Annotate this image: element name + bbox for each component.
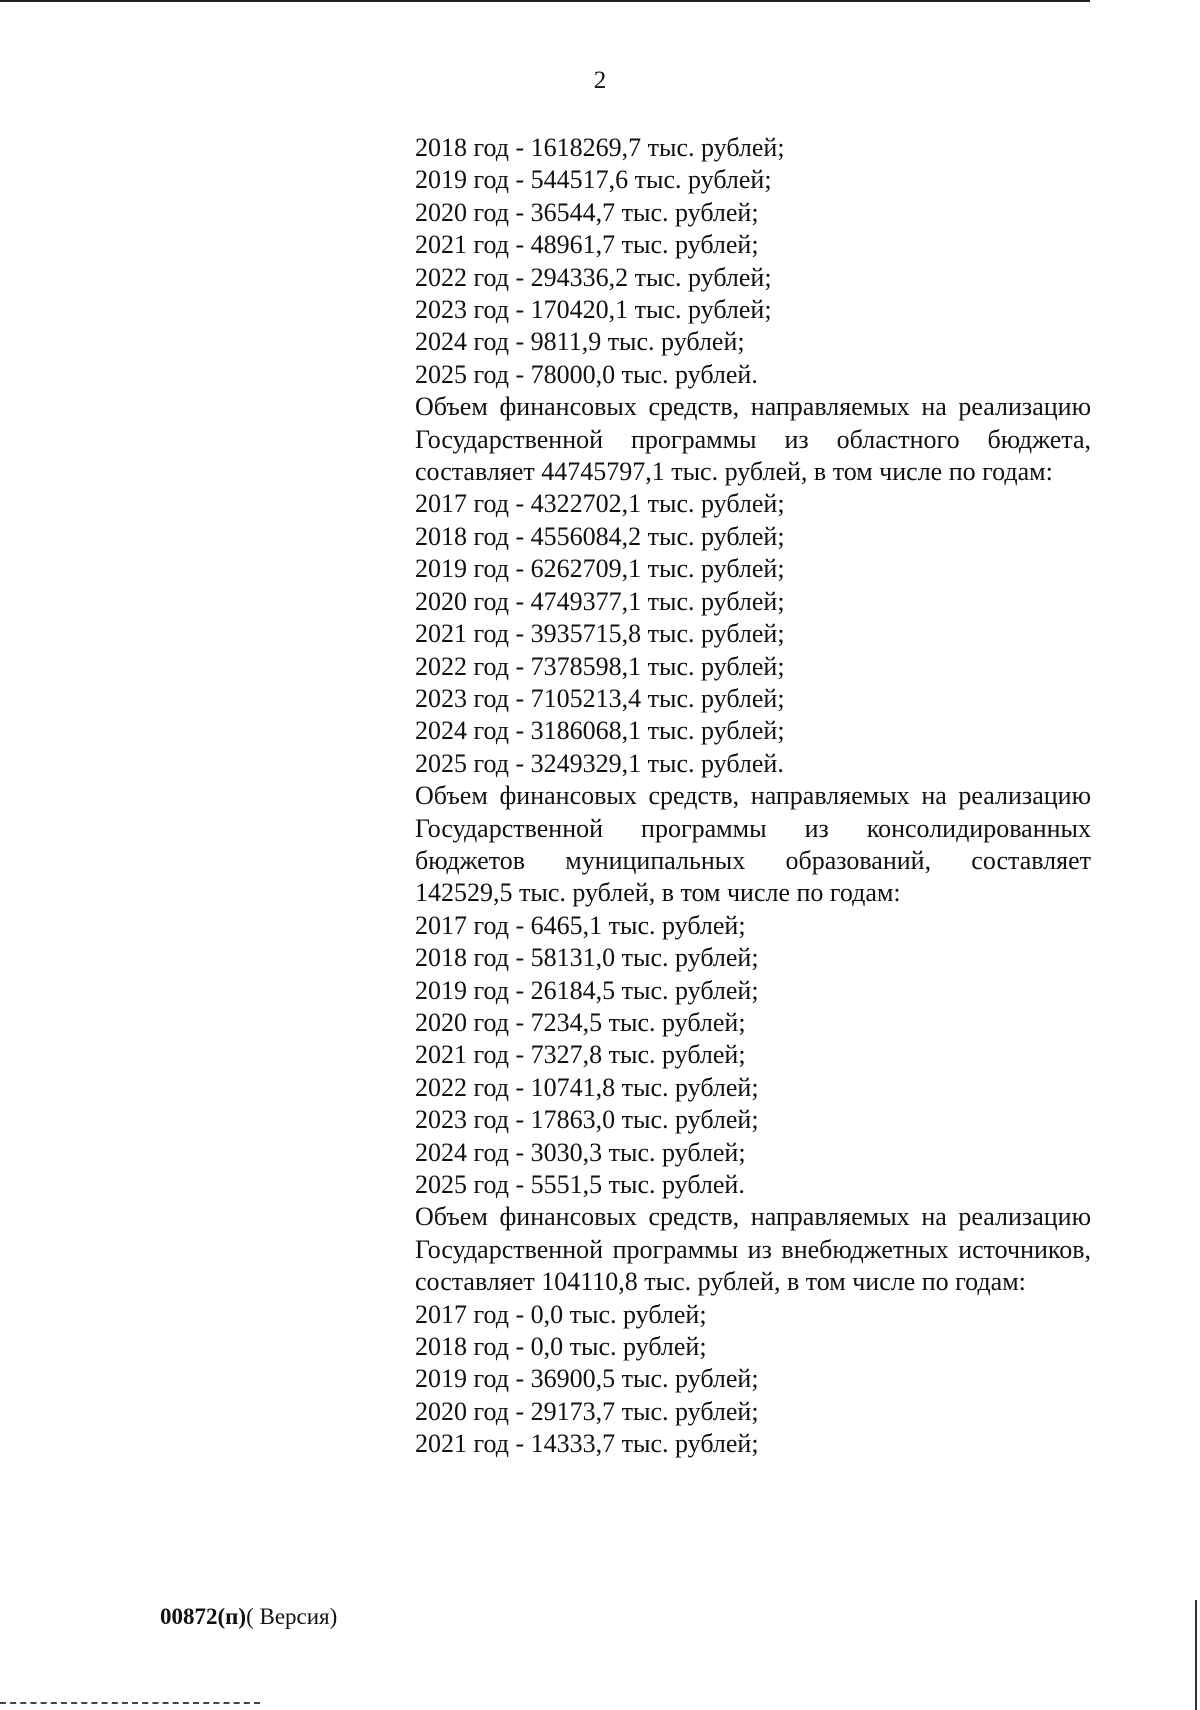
- document-version: ( Версия): [246, 1604, 338, 1629]
- year-line: 2017 год - 4322702,1 тыс. рублей;: [415, 489, 785, 519]
- document-code: 00872(п): [160, 1604, 247, 1629]
- year-line: 2021 год - 3935715,8 тыс. рублей;: [415, 619, 785, 649]
- year-line: 2019 год - 6262709,1 тыс. рублей;: [415, 554, 785, 584]
- year-line: 2021 год - 48961,7 тыс. рублей;: [415, 230, 759, 260]
- year-line: 2024 год - 3186068,1 тыс. рублей;: [415, 716, 785, 746]
- year-line: 2020 год - 7234,5 тыс. рублей;: [415, 1007, 746, 1037]
- offbudget-sources-paragraph: Объем финансовых средств, направляемых на реализацию Государственной программы из внебюджетных источников, составляет 104110,8 тыс. рублей, в том числе по годам:: [415, 1202, 1091, 1297]
- document-body: [415, 132, 1091, 1461]
- municipal-years-list: [415, 910, 1091, 1202]
- scan-edge-mark: [1195, 1600, 1197, 1710]
- year-line: 2017 год - 6465,1 тыс. рублей;: [415, 910, 746, 940]
- year-line: 2020 год - 29173,7 тыс. рублей;: [415, 1396, 759, 1426]
- year-line: 2022 год - 10741,8 тыс. рублей;: [415, 1072, 759, 1102]
- year-line: 2024 год - 9811,9 тыс. рублей;: [415, 327, 745, 357]
- year-line: 2023 год - 7105213,4 тыс. рублей;: [415, 683, 785, 713]
- year-line: 2019 год - 544517,6 тыс. рублей;: [415, 165, 772, 195]
- year-line: 2024 год - 3030,3 тыс. рублей;: [415, 1137, 746, 1167]
- year-line: 2021 год - 7327,8 тыс. рублей;: [415, 1040, 746, 1070]
- year-line: 2022 год - 294336,2 тыс. рублей;: [415, 262, 772, 292]
- document-footer: [160, 1603, 337, 1631]
- year-line: 2020 год - 4749377,1 тыс. рублей;: [415, 586, 785, 616]
- municipal-budget-paragraph: Объем финансовых средств, направляемых на реализацию Государственной программы из консолидированных бюджетов муниципальных образований, составляет 142529,5 тыс. рублей, в том числе по годам:: [415, 781, 1091, 908]
- year-line: 2018 год - 1618269,7 тыс. рублей;: [415, 133, 785, 162]
- top-border-line: [0, 0, 1090, 2]
- year-line: 2022 год - 7378598,1 тыс. рублей;: [415, 651, 785, 681]
- year-line: 2023 год - 170420,1 тыс. рублей;: [415, 295, 772, 325]
- year-line: 2017 год - 0,0 тыс. рублей;: [415, 1299, 707, 1329]
- year-line: 2018 год - 4556084,2 тыс. рублей;: [415, 521, 785, 551]
- year-line: 2018 год - 58131,0 тыс. рублей;: [415, 943, 759, 973]
- regional-budget-paragraph: Объем финансовых средств, направляемых на реализацию Государственной программы из областного бюджета, составляет 44745797,1 тыс. рублей, в том числе по годам:: [415, 392, 1091, 487]
- federal-years-list: [415, 132, 1091, 391]
- scan-bottom-marks: [0, 1702, 260, 1707]
- offbudget-years-list: [415, 1299, 1091, 1461]
- year-line: 2025 год - 78000,0 тыс. рублей.: [415, 359, 758, 389]
- year-line: 2021 год - 14333,7 тыс. рублей;: [415, 1429, 759, 1459]
- regional-years-list: [415, 488, 1091, 780]
- year-line: 2020 год - 36544,7 тыс. рублей;: [415, 197, 759, 227]
- year-line: 2018 год - 0,0 тыс. рублей;: [415, 1332, 707, 1362]
- page-number: 2: [593, 67, 607, 94]
- year-line: 2019 год - 26184,5 тыс. рублей;: [415, 975, 759, 1005]
- year-line: 2023 год - 17863,0 тыс. рублей;: [415, 1105, 759, 1135]
- year-line: 2025 год - 5551,5 тыс. рублей.: [415, 1170, 745, 1199]
- year-line: 2019 год - 36900,5 тыс. рублей;: [415, 1364, 759, 1394]
- year-line: 2025 год - 3249329,1 тыс. рублей.: [415, 748, 784, 778]
